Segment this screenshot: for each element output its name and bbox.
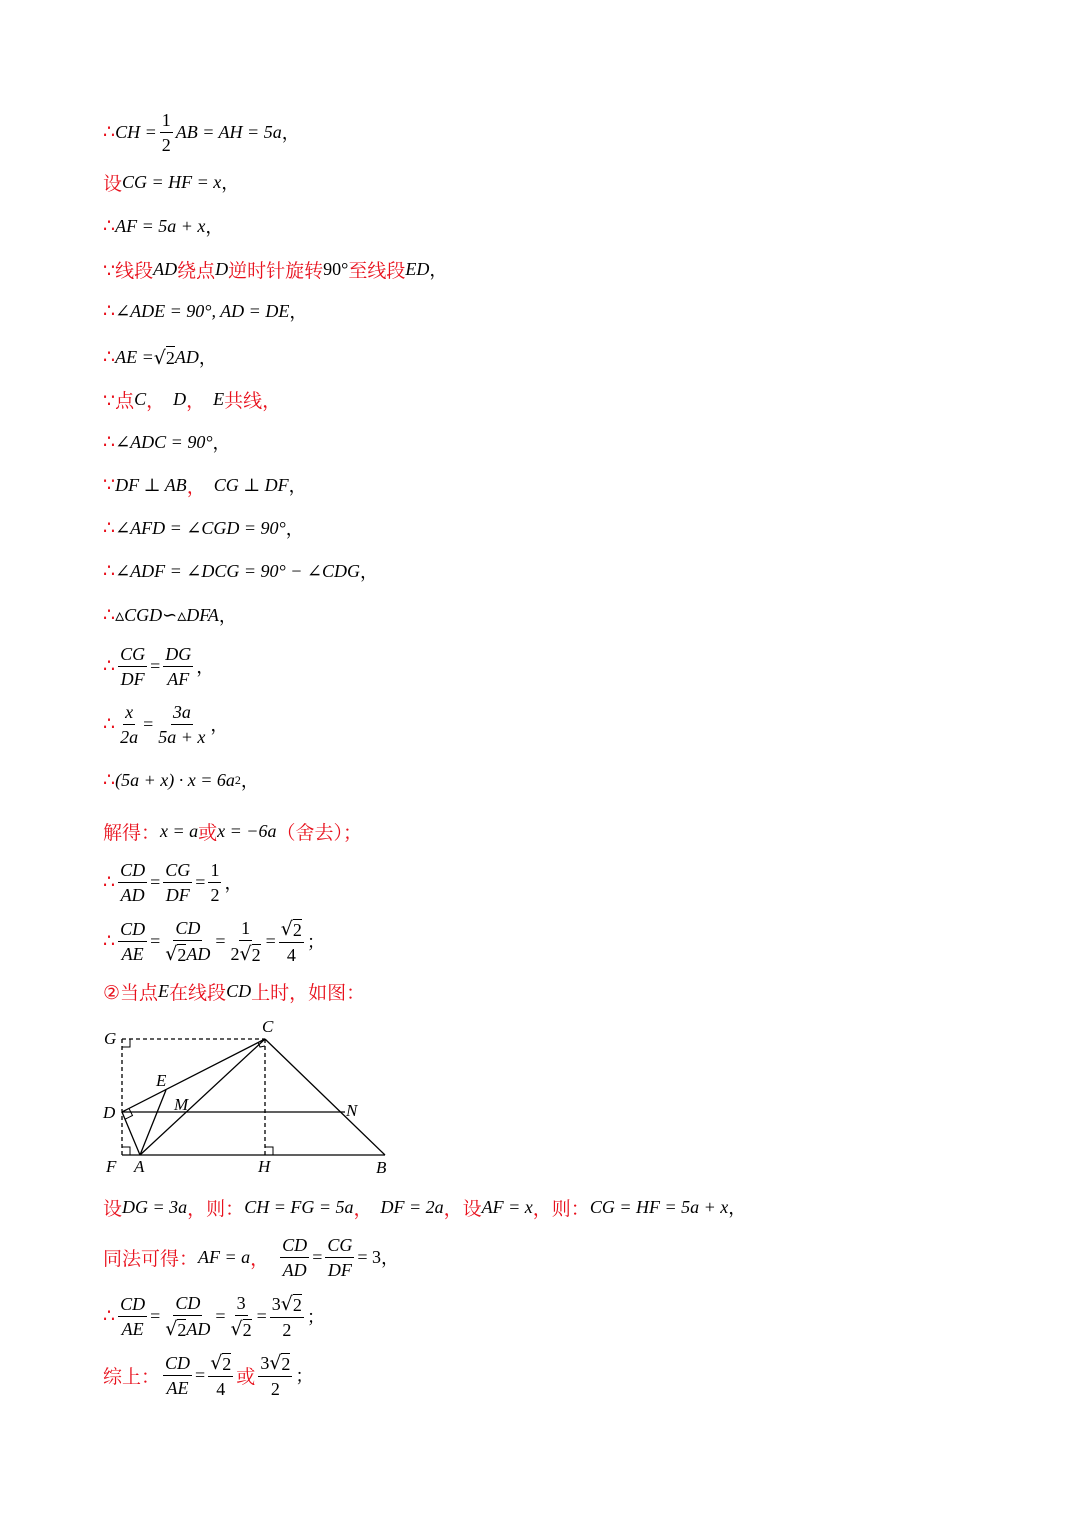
label-M: M [174,1095,189,1114]
right-angle-G [122,1039,130,1047]
line-10: ∴ ∠AFD = ∠CGD = 90° ， [103,517,304,539]
line-22: ∴ $\frac{CD}{AE}$ = CD √ 2 AD = 3 √ 2 = 3 √ 2 2 ； [103,1292,325,1340]
line-11: ∴ ∠ADF = ∠DCG = 90° − ∠CDG ， [103,560,378,582]
label-E: E [156,1071,167,1090]
line-17: ∴ $\frac{CD}{AD}$ = $\frac{CG}{DF}$ = $\frac{1}{2}$ ， [103,859,243,905]
right-angle-H [265,1147,273,1155]
line-23: 综上： $\frac{CD}{AE}$ = √ 2 4 或 3 √ 2 2 ； [103,1351,314,1399]
line-14: ∴ $\frac{x}{2a}$ = $\frac{3a}{5a + x}$ ， [103,701,229,747]
label-G: G [104,1029,117,1048]
right-angle-C [258,1043,265,1048]
label-C: C [262,1017,274,1036]
label-F: F [106,1157,117,1176]
line-3: ∴ AF = 5a + x ， [103,215,224,237]
geometry-figure [100,1014,400,1184]
segment-DC [122,1039,265,1112]
line-18: ∴ $\frac{CD}{AE}$ = CD √ 2 AD = 1 2 √ 2 = √ 2 4 ； [103,917,325,965]
label-B: B [376,1158,387,1177]
segment-AE [140,1090,166,1155]
line-20: 设 DG = 3a ，则： CH = FG = 5a ， DF = 2a ，设 AF = x ，则： CG = HF = 5a + x ， [103,1196,747,1220]
line-5: ∴ ∠ADE = 90°, AD = DE ， [103,300,308,322]
label-N: N [346,1101,358,1120]
segment-DA [122,1112,140,1155]
line-1: ∴ CH = $\frac{1}{2}$ AB = AH = 5a ， [103,109,300,155]
segment-CB [265,1039,385,1155]
line-9: ∵ DF ⊥ AB ， CG ⊥ DF ， [103,474,307,498]
right-angle-F [122,1147,130,1155]
line-7: ∵点 C ， D ， E 共线， [103,388,282,412]
line-21: 同法可得： AF = a ， $\frac{CD}{AD}$ = $\frac{CG}{DF}$ = 3 ， [103,1234,400,1280]
label-H: H [258,1157,271,1176]
line-19: ②当点 E 在线段 CD 上时，如图： [103,980,366,1004]
line-2: 设 CG = HF = x ， [103,171,240,195]
line-4: ∵线段 AD 绕点 D 逆时针旋转 90° 至线段 ED ， [103,258,448,282]
line-12: ∴ ▵CGD∽▵DFA ， [103,604,237,626]
line-16: 解得： x = a 或 x = −6a （舍去）； [103,820,362,844]
line-15: ∴ (5a + x) · x = 6a 2 ， [103,769,259,791]
line-13: ∴ $\frac{CG}{DF}$ = $\frac{DG}{AF}$ ， [103,643,215,689]
line-8: ∴ ∠ADC = 90° ， [103,431,231,453]
label-D: D [103,1103,116,1122]
label-A: A [134,1157,145,1176]
segment-AC [140,1039,265,1155]
line-6: ∴ AE = √ 2 AD ， [103,346,217,369]
